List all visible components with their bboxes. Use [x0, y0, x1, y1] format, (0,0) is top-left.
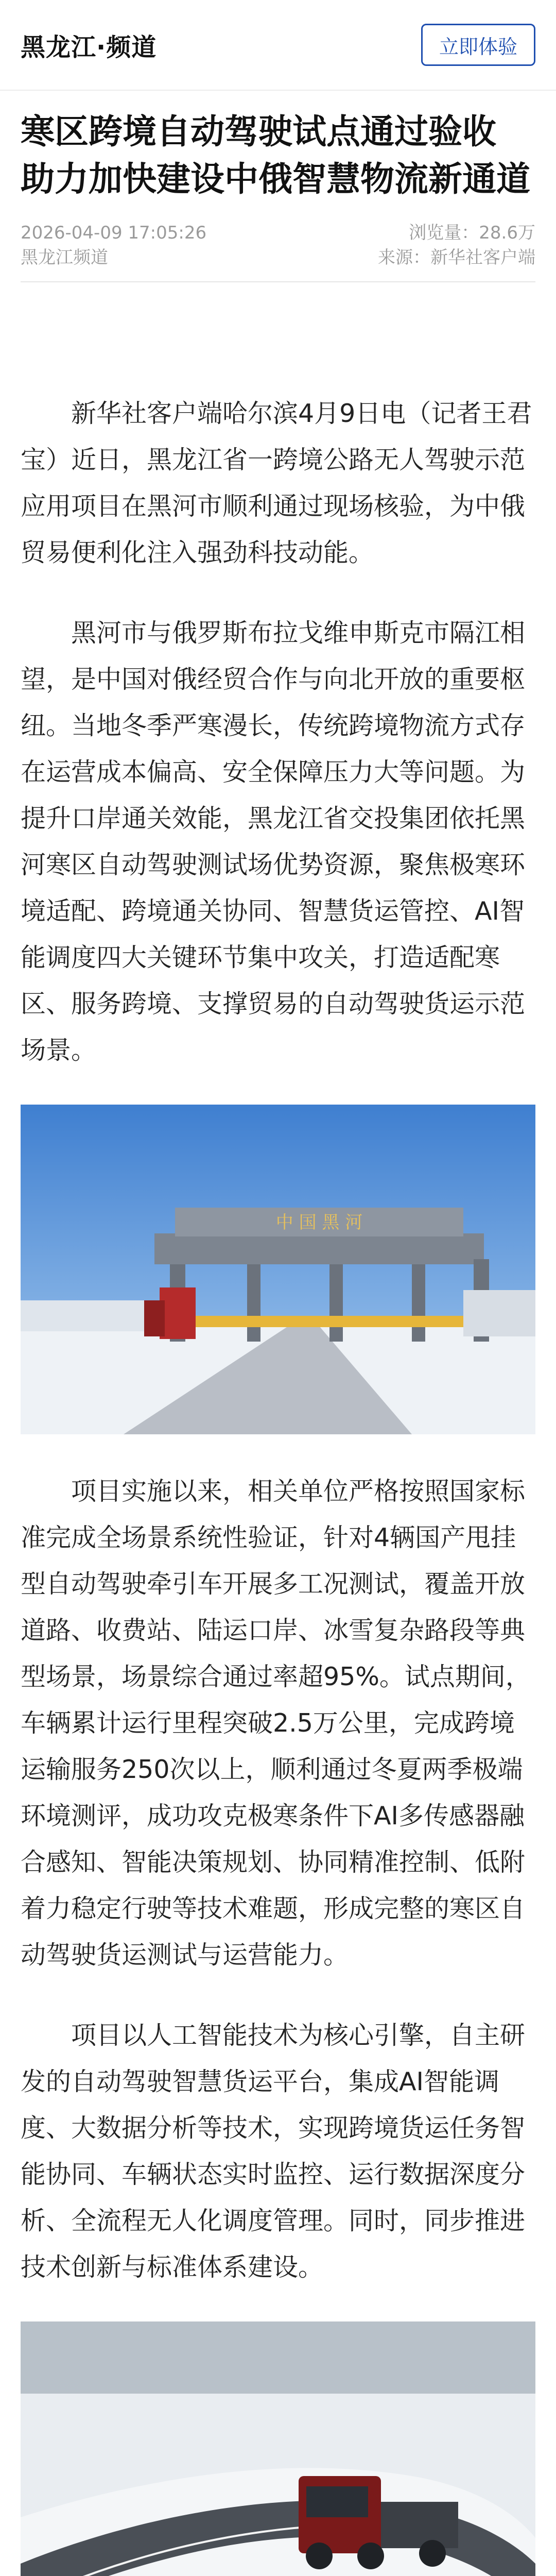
article-title: 寒区跨境自动驾驶试点通过验收 助力加快建设中俄智慧物流新通道 — [21, 112, 530, 199]
paragraph: 新华社客户端哈尔滨4月9日电（记者王君宝）近日，黑龙江省一跨境公路无人驾驶示范应用项目在黑河市顺利通过现场核验，为中俄贸易便利化注入强劲科技动能。 — [21, 399, 532, 567]
border-gate-photo — [21, 1105, 535, 1434]
top-bar — [0, 0, 556, 91]
article-header — [0, 91, 556, 282]
article-body — [0, 391, 556, 2576]
publish-datetime: 2026-04-09 17:05:26 — [21, 223, 207, 243]
channel-brand: 黑龙江·频道 — [21, 32, 157, 62]
gate-sign: 中 国 黑 河 — [275, 1212, 363, 1233]
experience-now-button[interactable]: 立即体验 — [421, 24, 535, 66]
paragraph: 项目实施以来，相关单位严格按照国家标准完成全场景系统性验证，针对4辆国产甩挂型自动驾驶牵引车开展多工况测试，覆盖开放道路、收费站、陆运口岸、冰雪复杂路段等典型场景，场景综合通过率超95%。试点期间，车辆累计运行里程突破2.5万公里，完成跨境运输服务250次以上，顺利通过冬夏两季极端环境测评，成功攻克极寒条件下AI多传感器融合感知、智能决策规划、协同精准控制、低附着力稳定行驶等技术难题，形成完整的寒区自动驾驶货运测试与运营能力。 — [21, 1477, 531, 1970]
channel-name: 黑龙江频道 — [21, 247, 108, 268]
article-meta-row-1 — [21, 221, 535, 245]
paragraph: 项目以人工智能技术为核心引擎，自主研发的自动驾驶智慧货运平台，集成AI智能调度、大数据分析等技术，实现跨境货运任务智能协同、车辆状态实时监控、运行数据深度分析、全流程无人化调度管理。同时，同步推进技术创新与标准体系建设。 — [21, 2021, 526, 2282]
truck-on-road-photo — [21, 2321, 535, 2576]
header-divider — [21, 281, 535, 282]
article-source: 来源：新华社客户端 — [378, 247, 535, 268]
view-count: 浏览量：28.6万 — [409, 223, 535, 243]
article-meta-row-2 — [21, 245, 535, 270]
paragraph: 黑河市与俄罗斯布拉戈维申斯克市隔江相望，是中国对俄经贸合作与向北开放的重要枢纽。当地冬季严寒漫长，传统跨境物流方式存在运营成本偏高、安全保障压力大等问题。为提升口岸通关效能，黑龙江省交投集团依托黑河寒区自动驾驶测试场优势资源，聚焦极寒环境适配、跨境通关协同、智慧货运管控、AI智能调度四大关键环节集中攻关，打造适配寒区、服务跨境、支撑贸易的自动驾驶货运示范场景。 — [21, 618, 526, 1065]
